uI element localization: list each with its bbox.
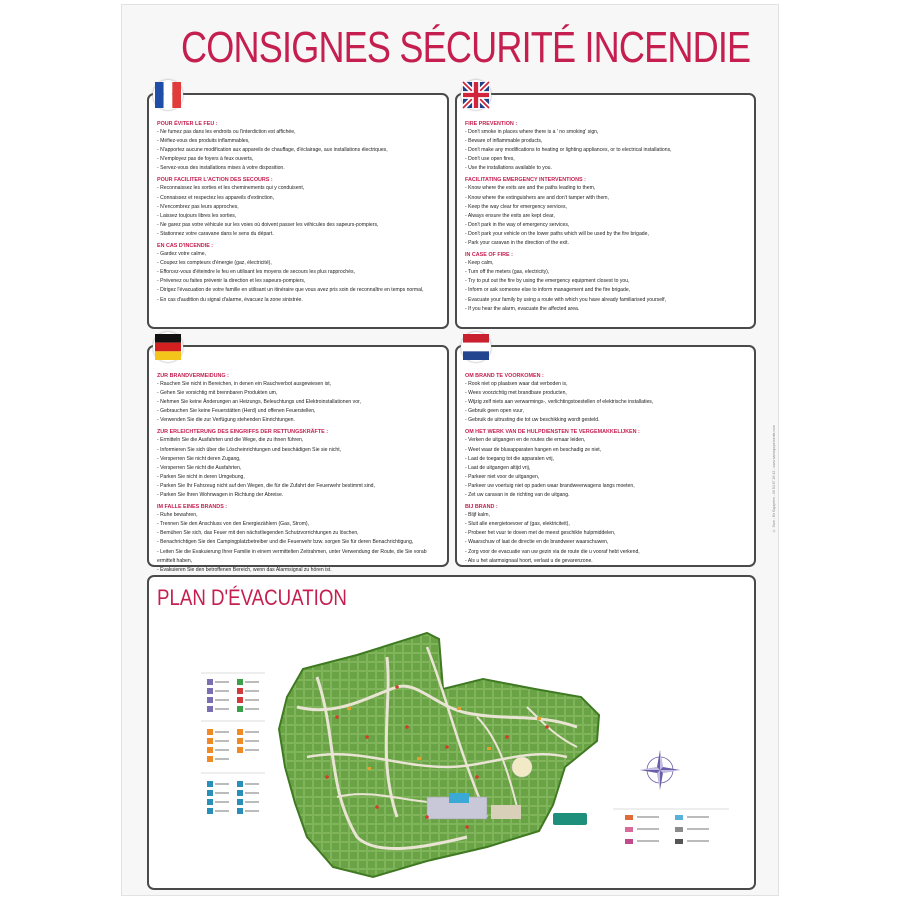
instruction-line: - Versperren Sie nicht deren Zugang, (157, 455, 241, 462)
instruction-line: - Connaissez et respectez les appareils d'extinction, (157, 194, 275, 201)
instruction-line: - Laat de toegang tot die apparaten vrij, (465, 455, 554, 462)
plan-title: PLAN D'ÉVACUATION (157, 585, 347, 610)
panel-fr (147, 93, 449, 329)
instruction-line: - Stationnez votre caravane dans le sens du départ. (157, 230, 274, 237)
section-heading: OM BRAND TE VOORKOMEN : (465, 373, 544, 379)
instruction-line: - Wees voorzichtig met brandbare producten, (465, 390, 567, 397)
instruction-line: - Ruhe bewahren, (157, 512, 198, 519)
section-heading: POUR FACILITER L'ACTION DES SECOURS : (157, 177, 273, 184)
compass-rose-icon (637, 747, 683, 793)
instruction-line: - Ne garez pas votre véhicule sur les voies où doivent passer les véhicules des sapeurs-pompiers, (157, 221, 379, 228)
instruction-line: - Sluit alle energietoevoer af (gas, elektriciteit), (465, 521, 570, 528)
instruction-line: - Ermitteln Sie die Ausfahrten und die Wege, die zu ihnen führen, (157, 437, 304, 444)
poster (121, 4, 779, 896)
instruction-line: - Nehmen Sie keine Änderungen an Heizungs, Beleuchtungs und Elektroinstallationen vor, (157, 399, 361, 406)
instruction-line: - Gardez votre calme, (157, 251, 206, 258)
instruction-line: - En cas d'audition du signal d'alarme, évacuez la zone sinistrée. (157, 296, 303, 303)
instruction-line: - Evakuieren Sie den betroffenen Bereich, wenn das Alarmsignal zu hören ist. (157, 566, 332, 573)
evacuation-plan-panel (147, 575, 756, 890)
instruction-line: - Zorg voor de evacuatie van uw gezin via de route die u vooraf hebt verkend, (465, 548, 640, 555)
instruction-line: - Verwenden Sie die zur Verfügung stehenden Einrichtungen. (157, 417, 295, 424)
instruction-line: - Try to put out the fire by using the emergency equipment closest to you, (465, 278, 630, 285)
page-title: CONSIGNES SÉCURITÉ INCENDIE (181, 23, 751, 72)
campsite-map (277, 617, 637, 879)
section-heading: ZUR ERLEICHTERUNG DES EINGRIFFS DER RETTUNGSKRÄFTE : (157, 429, 329, 436)
instruction-line: - Don't park your vehicle on the lower paths which will be used by the fire brigade, (465, 230, 649, 237)
instruction-line: - Always ensure the exits are kept clear, (465, 212, 555, 219)
section-heading: EN CAS D'INCENDIE : (157, 243, 214, 250)
section-heading: ZUR BRANDVERMEIDUNG : (157, 373, 229, 379)
panel-nl (455, 345, 756, 567)
instruction-line: - Verken de uitgangen en de routes die ernaar leiden, (465, 437, 586, 444)
instruction-line: - Park your caravan in the direction of the exit. (465, 240, 569, 247)
panel-body (157, 120, 439, 305)
instruction-line: - Als u het alarmsignaal hoort, verlaat u de gevarenzone. (465, 557, 593, 564)
instruction-line: - Evacuate your family by using a route with which you have already familiarised yourself, (465, 296, 667, 303)
instruction-line: - Gebruik de uitrusting die tot uw beschikking wordt gesteld. (465, 417, 600, 424)
instruction-line: - Blijf kalm, (465, 512, 490, 519)
instruction-line: - Efforcez-vous d'éteindre le feu en utilisant les moyens de secours les plus rapprochés, (157, 269, 355, 276)
instruction-line: - Ne fumez pas dans les endroits ou l'interdiction est affichée, (157, 129, 296, 135)
instruction-line: - Keep the way clear for emergency services, (465, 203, 567, 210)
map-legend (193, 667, 273, 837)
instruction-line: - Gehen Sie vorsichtig mit brennbaren Produkten um, (157, 390, 278, 397)
section-heading: FIRE PREVENTION : (465, 121, 518, 127)
instruction-line: - Turn off the meters (gas, electricity), (465, 269, 550, 276)
instruction-line: - Servez-vous des installations mises à votre disposition. (157, 165, 285, 172)
dutch-flag-icon (463, 334, 489, 360)
instruction-line: - Parkeer uw voertuig niet op paden waar brandweerwagens langs moeten, (465, 482, 635, 489)
instruction-line: - N'apportez aucune modification aux appareils de chauffage, d'éclairage, aux installations électriques, (157, 147, 388, 154)
instruction-line: - Laat de uitgangen altijd vrij, (465, 464, 531, 471)
section-heading: BIJ BRAND : (465, 504, 498, 511)
instruction-line: - Prévenez ou faites prévenir la direction et les sapeurs-pompiers, (157, 278, 306, 285)
instruction-line: - Inform or ask someone else to inform management and the fire brigade, (465, 287, 631, 294)
instruction-line: - Bemühen Sie sich, das Feuer mit den nächstliegenden Schutzvorrichtungen zu löschen, (157, 530, 359, 537)
instruction-line: - Trennen Sie den Anschluss von den Energiezählern (Gas, Strom), (157, 521, 310, 528)
instruction-line: - Weet waar de blusapparaten hangen en beschadig ze niet, (465, 446, 602, 453)
instruction-line: - Waarschuw of laat de directie en de brandweer waarschuwen, (465, 539, 609, 546)
panel-body (465, 120, 746, 314)
instruction-line: - Use the installations available to you. (465, 165, 552, 172)
instruction-line: - Don't use open fires, (465, 156, 515, 163)
german-flag-icon (155, 334, 181, 360)
instruction-line: - Rook niet op plaatsen waar dat verboden is, (465, 381, 568, 387)
instruction-line: - N'encombrez pas leurs approches, (157, 203, 239, 210)
instruction-line: - Gebruik geen open vuur, (465, 408, 524, 415)
instruction-line: - Coupez les compteurs d'énergie (gaz, électricité), (157, 260, 272, 267)
instruction-line: - Keep calm, (465, 260, 494, 267)
instruction-line: - Méfiez-vous des produits inflammables, (157, 138, 250, 145)
instruction-line: - Beware of inflammable products, (465, 138, 543, 145)
instruction-line: - Laissez toujours libres les sorties, (157, 212, 237, 219)
instruction-line: - Parken Sie Ihr Fahrzeug nicht auf den Wegen, die für die Zufahrt der Feuerwehr bestimmt sind, (157, 482, 375, 489)
panel-body (465, 372, 746, 566)
instruction-line: - Reconnaissez les sorties et les cheminements qui y conduisent, (157, 185, 305, 192)
instruction-line: - Informieren Sie sich über die Löscheinrichtungen und beschädigen Sie sie nicht, (157, 446, 342, 453)
instruction-line: - N'employez pas de foyers à feux ouverts, (157, 156, 254, 163)
instruction-line: - If you hear the alarm, evacuate the affected area. (465, 305, 580, 312)
section-heading: IN CASE OF FIRE : (465, 252, 513, 259)
instruction-line: - Wijzig zelf niets aan verwarmings-, verlichtingstoestellen of elektrische installaties, (465, 399, 654, 406)
panel-en (455, 93, 756, 329)
map-legend-tents (611, 805, 731, 865)
instruction-line: - Parkeer niet voor de uitgangen, (465, 473, 540, 480)
instruction-line: - Rauchen Sie nicht in Bereichen, in denen ein Rauchverbot ausgewiesen ist, (157, 381, 332, 387)
instruction-line: - Leiten Sie die Evakuierung Ihrer Familie in einem vermittelten Zeitrahmen, unter Verwendung der Route, die Sie vorab ermittelt haben, (157, 548, 427, 564)
copyright-note: © Sam - En Equipées - 06 54 87 26 42 - www.samequipements.com (772, 425, 776, 533)
instruction-line: - Probeer het vuur te doven met de meest geschikte hulpmiddelen, (465, 530, 616, 537)
section-heading: POUR ÉVITER LE FEU : (157, 121, 218, 127)
panel-body (157, 372, 439, 575)
uk-flag-icon (463, 82, 489, 108)
instruction-line: - Parken Sie Ihren Wohnwagen in Richtung der Abreise. (157, 492, 284, 499)
instruction-line: - Don't park in the way of emergency services, (465, 221, 570, 228)
instruction-line: - Don't make any modifications to heating or lighting appliances, or to electrical installations, (465, 147, 672, 154)
instruction-line: - Dirigez l'évacuation de votre famille en utilisant un itinéraire que vous avez pris soin de reconnaître en temps normal, (157, 287, 424, 294)
instruction-line: - Parken Sie nicht in deren Umgebung, (157, 473, 245, 480)
panel-de (147, 345, 449, 573)
instruction-line: - Benachrichtigen Sie den Campingplatzbetreiber und die Feuerwehr bzw. sorgen Sie für deren Benachrichtigung, (157, 539, 414, 546)
instruction-line: - Versperren Sie nicht die Ausfahrten, (157, 464, 242, 471)
instruction-line: - Gebrauchen Sie keine Feuerstätten (Herd) und offenen Feuerstellen, (157, 408, 316, 415)
section-heading: OM HET WERK VAN DE HULPDIENSTEN TE VERGEMAKKELIJKEN : (465, 429, 640, 436)
french-flag-icon (155, 82, 181, 108)
instruction-line: - Know where the exits are and the paths leading to them, (465, 185, 596, 192)
instruction-line: - Zet uw caravan in de richting van de uitgang. (465, 492, 570, 499)
section-heading: IM FALLE EINES BRANDS : (157, 504, 228, 511)
section-heading: FACILITATING EMERGENCY INTERVENTIONS : (465, 177, 586, 184)
instruction-line: - Know where the extinguishers are and don't tamper with them, (465, 194, 609, 201)
instruction-line: - Don't smoke in places where there is a ' no smoking' sign, (465, 129, 599, 135)
